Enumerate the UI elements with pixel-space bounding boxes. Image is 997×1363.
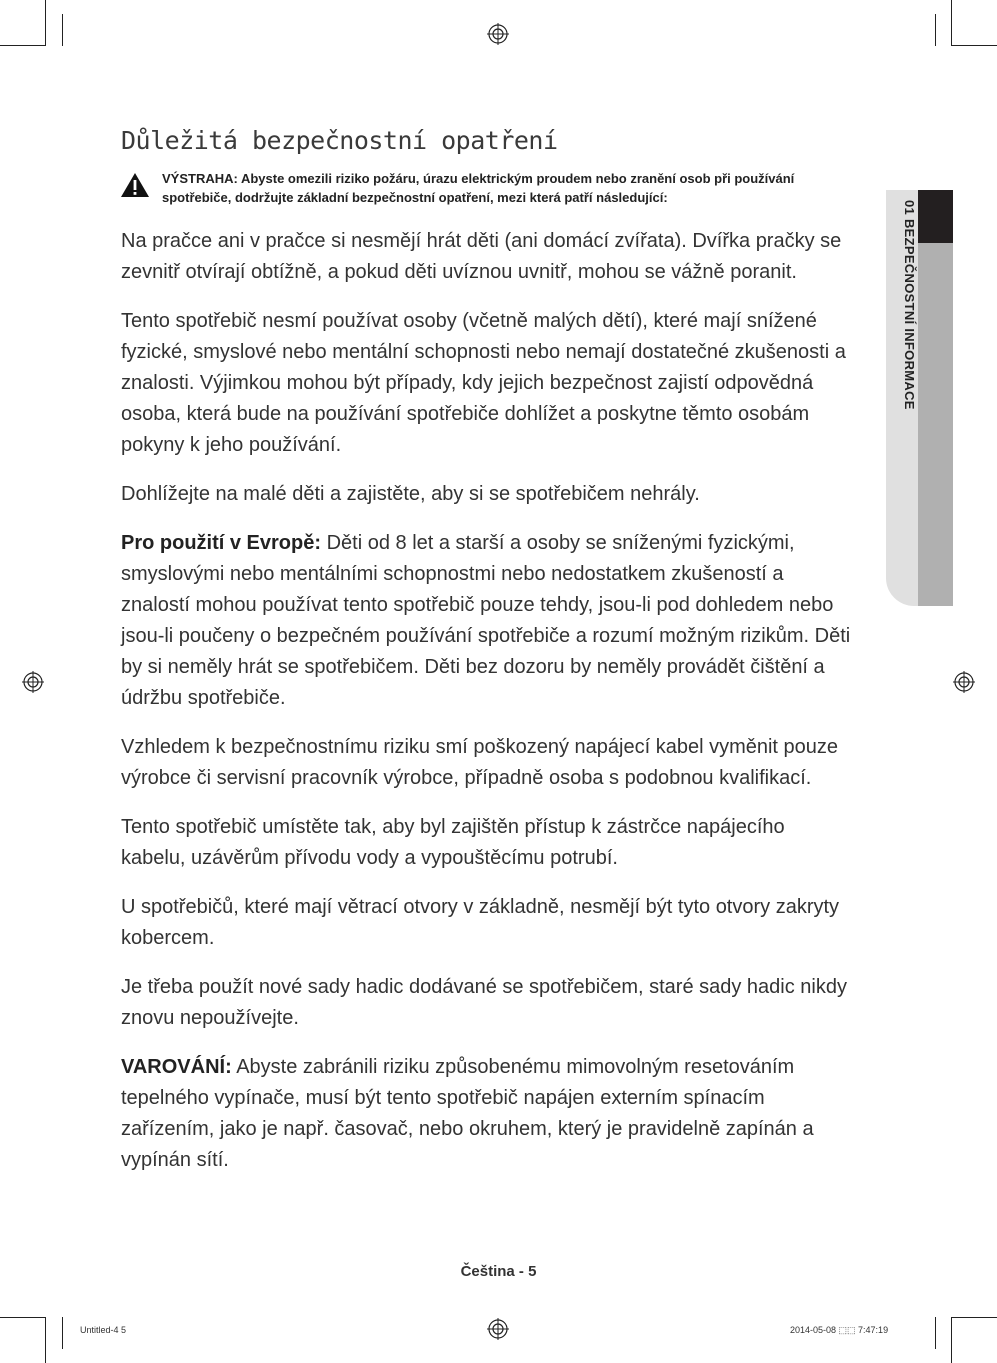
paragraph — [121, 479, 851, 510]
paragraph-lead: Pro použití v Evropě: — [121, 532, 322, 554]
paragraph — [121, 226, 851, 288]
crop-mark — [45, 0, 46, 46]
paragraph-text: Na pračce ani v pračce si nesmějí hrát děti (ani domácí zvířata). Dvířka pračky se zevnitř otvírají obtížně, a pokud děti uvíznou uvnitř, mohou se vážně poranit. — [121, 230, 842, 283]
crop-mark — [935, 14, 936, 46]
crop-mark — [951, 1317, 952, 1363]
paragraph-lead: VAROVÁNÍ: — [121, 1056, 232, 1078]
page-number: Čeština - 5 — [460, 1263, 537, 1280]
paragraph-text: Dohlížejte na malé děti a zajistěte, aby si se spotřebičem nehrály. — [121, 483, 700, 505]
page-title: Důležitá bezpečnostní opatření — [121, 126, 558, 155]
file-slug: Untitled-4 5 — [80, 1325, 127, 1335]
paragraph — [121, 972, 851, 1034]
section-tab-label: 01 BEZPEČNOSTNÍ INFORMACE — [902, 200, 917, 410]
crop-mark — [0, 45, 46, 46]
crop-mark — [935, 1317, 936, 1349]
paragraph-text: Tento spotřebič umístěte tak, aby byl zajištěn přístup k zástrčce napájecího kabelu, uzávěrům přívodu vody a vypouštěcímu potrubí. — [121, 816, 785, 869]
paragraph-text: Tento spotřebič nesmí používat osoby (včetně malých dětí), které mají snížené fyzické, smyslové nebo mentální schopnosti nebo nemají dostatečné zkušenosti a znalosti. Výjimkou mohou být případy, kdy jejich bezpečnost zajistí odpovědná osoba, která bude na používání spotřebiče dohlížet a poskytne těmto osobám pokyny k jeho používání. — [121, 310, 846, 456]
crop-mark — [0, 1317, 46, 1318]
paragraph — [121, 732, 851, 794]
section-tab-bar — [918, 243, 953, 606]
registration-mark-icon — [487, 23, 509, 45]
body-text — [121, 226, 851, 1194]
paragraph-text: Vzhledem k bezpečnostnímu riziku smí poškozený napájecí kabel vyměnit pouze výrobce či servisní pracovník výrobce, případně osoba s podobnou kvalifikací. — [121, 736, 839, 789]
section-tab-marker — [918, 190, 953, 243]
paragraph-text: Děti od 8 let a starší a osoby se sníženými fyzickými, smyslovými nebo mentálními schopnostmi nebo nedostatkem zkušeností a znalostí mohou používat tento spotřebič pouze tehdy, jsou-li pod dohledem nebo jsou-li poučeny o bezpečném používání spotřebiče a rozumí možným rizikům. Děti by si neměly hrát se spotřebičem. Děti bez dozoru by neměly provádět čištění a údržbu spotřebiče. — [121, 532, 851, 709]
crop-mark — [951, 0, 952, 46]
warning-text: VÝSTRAHA: Abyste omezili riziko požáru, úrazu elektrickým proudem nebo zranění osob při používání spotřebiče, dodržujte základní bezpečnostní opatření, mezi která patří následující: — [162, 171, 795, 205]
crop-mark — [45, 1317, 46, 1363]
paragraph-text: Je třeba použít nové sady hadic dodávané se spotřebičem, staré sady hadic nikdy znovu nepoužívejte. — [121, 976, 847, 1029]
paragraph-text: U spotřebičů, které mají větrací otvory v základně, nesmějí být tyto otvory zakryty kobercem. — [121, 896, 840, 949]
paragraph — [121, 528, 851, 714]
crop-mark — [62, 14, 63, 46]
paragraph — [121, 306, 851, 461]
registration-mark-icon — [953, 671, 975, 693]
paragraph — [121, 812, 851, 874]
paragraph — [121, 1052, 851, 1176]
warning-icon — [120, 172, 150, 198]
registration-mark-icon — [487, 1318, 509, 1340]
registration-mark-icon — [22, 671, 44, 693]
crop-mark — [951, 1317, 997, 1318]
paragraph — [121, 892, 851, 954]
crop-mark — [62, 1317, 63, 1349]
paragraph-text: Abyste zabránili riziku způsobenému mimovolným resetováním tepelného vypínače, musí být tento spotřebič napájen externím spínacím zařízením, jako je např. časovač, nebo okruhem, který je pravidelně zapínán a vypínán sítí. — [121, 1056, 814, 1171]
timestamp-slug: 2014-05-08 ⬚⬚ 7:47:19 — [790, 1325, 889, 1335]
crop-mark — [951, 45, 997, 46]
